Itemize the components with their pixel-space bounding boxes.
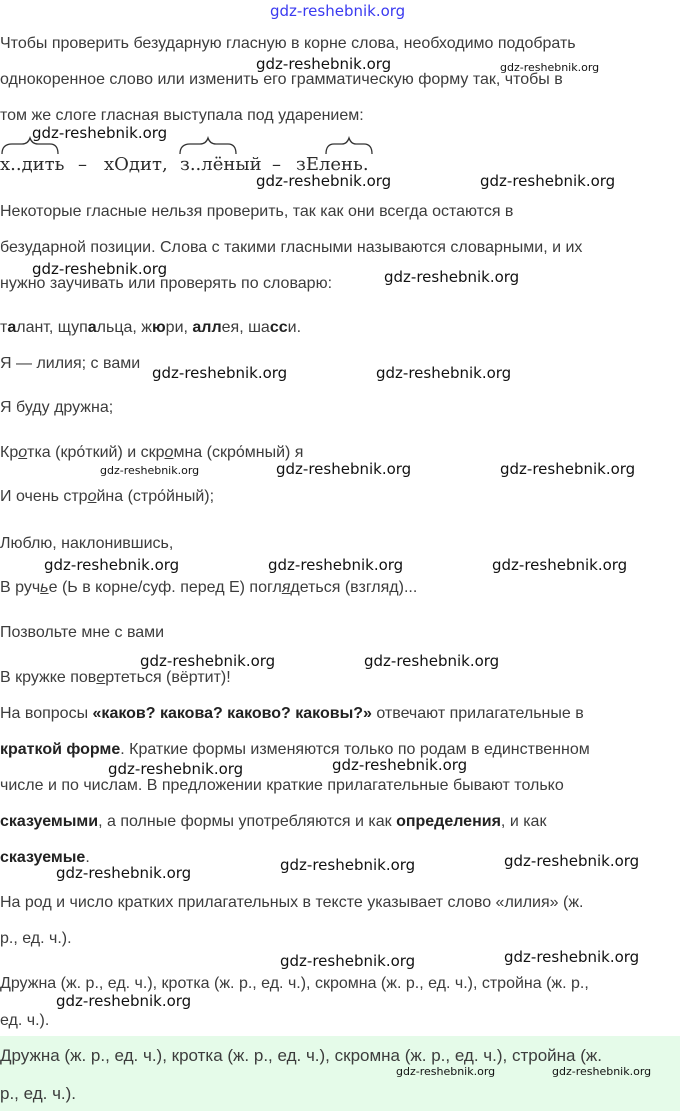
rule-line-2: однокоренное слово или изменить его грамматическую форму так, чтобы в <box>0 71 563 88</box>
poem-line-3: Кротка (кро́ткий) и скромна (скро́мный) я <box>0 444 304 461</box>
poem-line-5: Люблю, наклонившись, <box>0 535 174 552</box>
watermark: gdz-reshebnik.org <box>256 172 392 190</box>
theory-line-5: сказуемые. <box>0 849 90 866</box>
watermark: gdz-reshebnik.org <box>100 464 200 477</box>
rule-line-3: том же слоге гласная выступала под ударением: <box>0 107 364 124</box>
example-word-4: зЕлень. <box>296 154 369 175</box>
final-answer-line-1: Дружна (ж. р., ед. ч.), кротка (ж. р., ед. ч.), скромна (ж. р., ед. ч.), стройна (ж. <box>0 1046 602 1065</box>
answer-line-2: р., ед. ч.). <box>0 930 72 947</box>
theory-line-1: На вопросы «каков? какова? каково? каковы?» отвечают прилагательные в <box>0 705 584 722</box>
brace-3 <box>326 138 372 154</box>
watermark: gdz-reshebnik.org <box>44 556 180 574</box>
vocab-line-2: безударной позиции. Слова с такими гласными называются словарными, и их <box>0 239 583 256</box>
poem-line-2: Я буду дружна; <box>0 399 114 416</box>
watermark: gdz-reshebnik.org <box>56 992 192 1010</box>
answer-line-4: ед. ч.). <box>0 1012 50 1029</box>
theory-line-3: числе и по числам. В предложении краткие прилагательные бывают только <box>0 777 564 794</box>
example-dash-2: – <box>272 154 281 175</box>
vocab-line-3: нужно заучивать или проверять по словарю: <box>0 275 333 292</box>
watermark: gdz-reshebnik.org <box>500 460 636 478</box>
watermark: gdz-reshebnik.org <box>56 864 192 882</box>
vocab-line-1: Некоторые гласные нельзя проверить, так как они всегда остаются в <box>0 203 514 220</box>
vocab-words: талант, щупальца, жюри, аллея, шасси. <box>0 319 302 336</box>
poem-line-6: В ручье (Ь в корне/суф. перед Е) поглядеться (взгляд)... <box>0 579 418 596</box>
watermark: gdz-reshebnik.org <box>480 172 616 190</box>
example-word-1: х..дить <box>0 154 65 175</box>
watermark: gdz-reshebnik.org <box>504 948 640 966</box>
watermark: gdz-reshebnik.org <box>364 652 500 670</box>
brace-2 <box>180 138 236 154</box>
watermark: gdz-reshebnik.org <box>140 652 276 670</box>
poem-line-1: Я — лилия; с вами <box>0 355 141 372</box>
poem-line-7: Позвольте мне с вами <box>0 624 165 641</box>
watermark: gdz-reshebnik.org <box>384 268 520 286</box>
watermark-top: gdz-reshebnik.org <box>270 2 406 20</box>
example-dash-1: – <box>78 154 87 175</box>
final-answer-line-2: р., ед. ч.). <box>0 1084 77 1103</box>
theory-line-4: сказуемыми, а полные формы употребляются и как определения, и как <box>0 813 547 830</box>
watermark: gdz-reshebnik.org <box>32 124 168 142</box>
answer-line-3: Дружна (ж. р., ед. ч.), кротка (ж. р., ед. ч.), скромна (ж. р., ед. ч.), стройна (ж. р., <box>0 975 589 992</box>
watermark: gdz-reshebnik.org <box>500 61 600 74</box>
watermark: gdz-reshebnik.org <box>108 760 244 778</box>
theory-line-2: краткой форме. Краткие формы изменяются только по родам в единственном <box>0 741 590 758</box>
watermark: gdz-reshebnik.org <box>504 852 640 870</box>
watermark: gdz-reshebnik.org <box>492 556 628 574</box>
watermark: gdz-reshebnik.org <box>268 556 404 574</box>
watermark: gdz-reshebnik.org <box>152 364 288 382</box>
example-word-3: з..лёный <box>180 154 262 175</box>
answer-line-1: На род и число кратких прилагательных в тексте указывает слово «лилия» (ж. <box>0 894 584 911</box>
rule-line-1: Чтобы проверить безударную гласную в корне слова, необходимо подобрать <box>0 35 576 52</box>
poem-line-8: В кружке повертеться (вёртит)! <box>0 669 231 686</box>
watermark: gdz-reshebnik.org <box>280 856 416 874</box>
watermark: gdz-reshebnik.org <box>32 260 168 278</box>
watermark: gdz-reshebnik.org <box>332 756 468 774</box>
watermark: gdz-reshebnik.org <box>376 364 512 382</box>
watermark: gdz-reshebnik.org <box>396 1065 496 1078</box>
example-word-2: хОдит, <box>104 154 168 175</box>
watermark: gdz-reshebnik.org <box>276 460 412 478</box>
watermark: gdz-reshebnik.org <box>256 55 392 73</box>
watermark: gdz-reshebnik.org <box>552 1065 652 1078</box>
poem-line-4: И очень стройна (стро́йный); <box>0 488 215 505</box>
watermark: gdz-reshebnik.org <box>280 952 416 970</box>
